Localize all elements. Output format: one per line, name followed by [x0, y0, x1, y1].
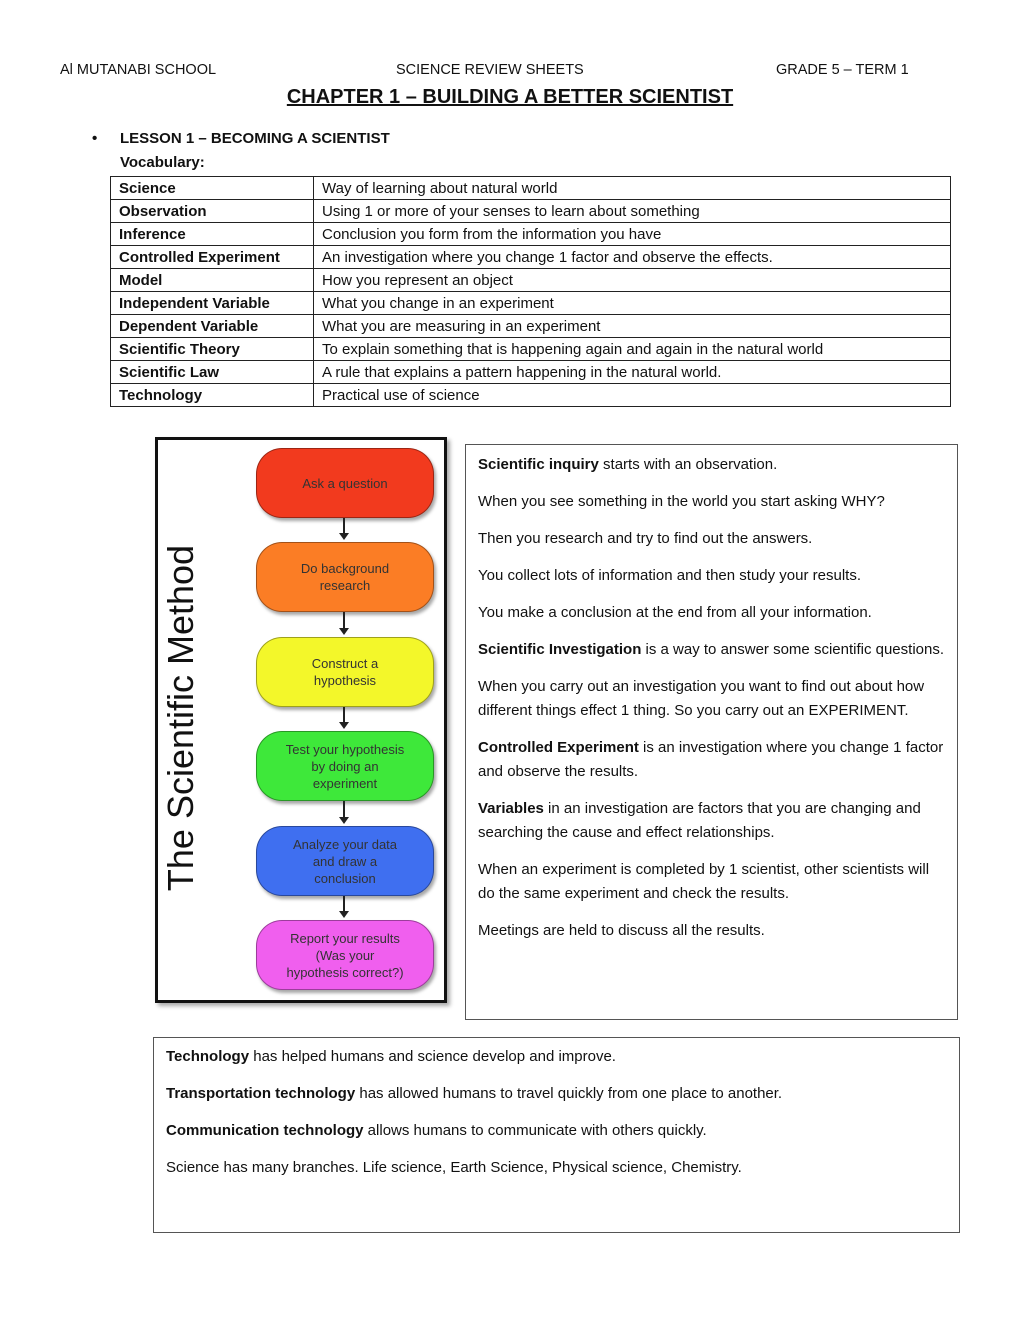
vocabulary-definition: Using 1 or more of your senses to learn about something	[314, 200, 951, 223]
inquiry-paragraph	[478, 736, 945, 784]
vocabulary-definition: What you are measuring in an experiment	[314, 315, 951, 338]
vocabulary-term: Observation	[111, 200, 314, 223]
vocabulary-row	[111, 384, 951, 407]
technology-text-box	[153, 1037, 960, 1233]
vocabulary-term: Dependent Variable	[111, 315, 314, 338]
method-step-4: Test your hypothesis by doing an experiment	[256, 731, 434, 801]
vocabulary-definition: Conclusion you form from the information you have	[314, 223, 951, 246]
flow-arrow-icon	[343, 896, 345, 912]
scientific-method-title: The Scientific Method	[160, 544, 201, 892]
inquiry-keyword: Scientific inquiry	[478, 456, 599, 473]
inquiry-text: Meetings are held to discuss all the results.	[478, 922, 765, 939]
vocabulary-definition: A rule that explains a pattern happening in the natural world.	[314, 361, 951, 384]
vocabulary-table	[110, 176, 951, 407]
vocabulary-row	[111, 223, 951, 246]
vocabulary-row	[111, 338, 951, 361]
sheet-title: SCIENCE REVIEW SHEETS	[396, 62, 584, 78]
inquiry-keyword: Scientific Investigation	[478, 641, 642, 658]
vocabulary-term: Scientific Law	[111, 361, 314, 384]
technology-paragraph	[166, 1045, 947, 1069]
technology-keyword: Communication technology	[166, 1122, 364, 1139]
inquiry-paragraph	[478, 564, 945, 588]
flow-arrow-icon	[343, 518, 345, 534]
vocabulary-row	[111, 200, 951, 223]
flow-arrow-icon	[343, 707, 345, 723]
inquiry-paragraph	[478, 490, 945, 514]
technology-text: allows humans to communicate with others quickly.	[363, 1122, 707, 1139]
vocabulary-row	[111, 269, 951, 292]
vocabulary-definition: Practical use of science	[314, 384, 951, 407]
technology-paragraph	[166, 1082, 947, 1106]
lesson-heading	[92, 130, 390, 147]
vocabulary-row	[111, 246, 951, 269]
inquiry-paragraph	[478, 675, 945, 723]
technology-keyword: Technology	[166, 1048, 250, 1065]
vocabulary-row	[111, 292, 951, 315]
grade-term: GRADE 5 – TERM 1	[776, 62, 909, 78]
technology-text: Science has many branches. Life science, Earth Science, Physical science, Chemistry.	[166, 1159, 742, 1176]
vocabulary-term: Science	[111, 177, 314, 200]
inquiry-text-box	[465, 444, 958, 1020]
inquiry-keyword: Controlled Experiment	[478, 739, 639, 756]
vocabulary-term: Scientific Theory	[111, 338, 314, 361]
technology-paragraph	[166, 1119, 947, 1143]
vocabulary-label: Vocabulary:	[120, 154, 205, 171]
method-step-1: Ask a question	[256, 448, 434, 518]
inquiry-text: When you see something in the world you start asking WHY?	[478, 493, 885, 510]
vocabulary-term: Independent Variable	[111, 292, 314, 315]
method-step-6: Report your results (Was your hypothesis correct?)	[256, 920, 434, 990]
inquiry-text: in an investigation are factors that you are changing and searching the cause and effect relationships.	[478, 800, 921, 841]
inquiry-keyword: Variables	[478, 800, 544, 817]
inquiry-paragraph	[478, 601, 945, 625]
technology-paragraph	[166, 1156, 947, 1180]
technology-text: has helped humans and science develop and improve.	[249, 1048, 616, 1065]
inquiry-text: Then you research and try to find out the answers.	[478, 530, 813, 547]
inquiry-paragraph	[478, 638, 945, 662]
inquiry-paragraph	[478, 797, 945, 845]
flow-arrow-icon	[343, 612, 345, 629]
vocabulary-table-body	[111, 177, 951, 407]
chapter-title: CHAPTER 1 – BUILDING A BETTER SCIENTIST	[286, 86, 734, 108]
vocabulary-definition: Way of learning about natural world	[314, 177, 951, 200]
inquiry-text: starts with an observation.	[598, 456, 778, 473]
inquiry-text: is a way to answer some scientific questions.	[641, 641, 945, 658]
flow-arrow-icon	[343, 801, 345, 818]
inquiry-text: When an experiment is completed by 1 scientist, other scientists will do the same experiment and check the results.	[478, 861, 930, 902]
inquiry-text: You make a conclusion at the end from all your information.	[478, 604, 872, 621]
vocabulary-definition: What you change in an experiment	[314, 292, 951, 315]
vocabulary-term: Model	[111, 269, 314, 292]
inquiry-text: When you carry out an investigation you want to find out about how different things effect 1 thing. So you carry out an EXPERIMENT.	[478, 678, 925, 719]
inquiry-paragraph	[478, 453, 945, 477]
lesson-title: LESSON 1 – BECOMING A SCIENTIST	[120, 130, 390, 147]
method-step-2: Do background research	[256, 542, 434, 612]
technology-keyword: Transportation technology	[166, 1085, 356, 1102]
bullet-icon: •	[92, 130, 98, 147]
vocabulary-term: Inference	[111, 223, 314, 246]
inquiry-paragraph	[478, 527, 945, 551]
inquiry-paragraph	[478, 919, 945, 943]
inquiry-text: is an investigation where you change 1 factor and observe the results.	[478, 739, 944, 780]
vocabulary-term: Controlled Experiment	[111, 246, 314, 269]
school-name: Al MUTANABI SCHOOL	[60, 62, 217, 78]
vocabulary-row	[111, 361, 951, 384]
vocabulary-definition: An investigation where you change 1 factor and observe the effects.	[314, 246, 951, 269]
vocabulary-definition: To explain something that is happening again and again in the natural world	[314, 338, 951, 361]
vocabulary-row	[111, 177, 951, 200]
vocabulary-definition: How you represent an object	[314, 269, 951, 292]
inquiry-text: You collect lots of information and then study your results.	[478, 567, 861, 584]
method-step-3: Construct a hypothesis	[256, 637, 434, 707]
vocabulary-term: Technology	[111, 384, 314, 407]
technology-text: has allowed humans to travel quickly from one place to another.	[355, 1085, 783, 1102]
vocabulary-row	[111, 315, 951, 338]
method-step-5: Analyze your data and draw a conclusion	[256, 826, 434, 896]
inquiry-paragraph	[478, 858, 945, 906]
